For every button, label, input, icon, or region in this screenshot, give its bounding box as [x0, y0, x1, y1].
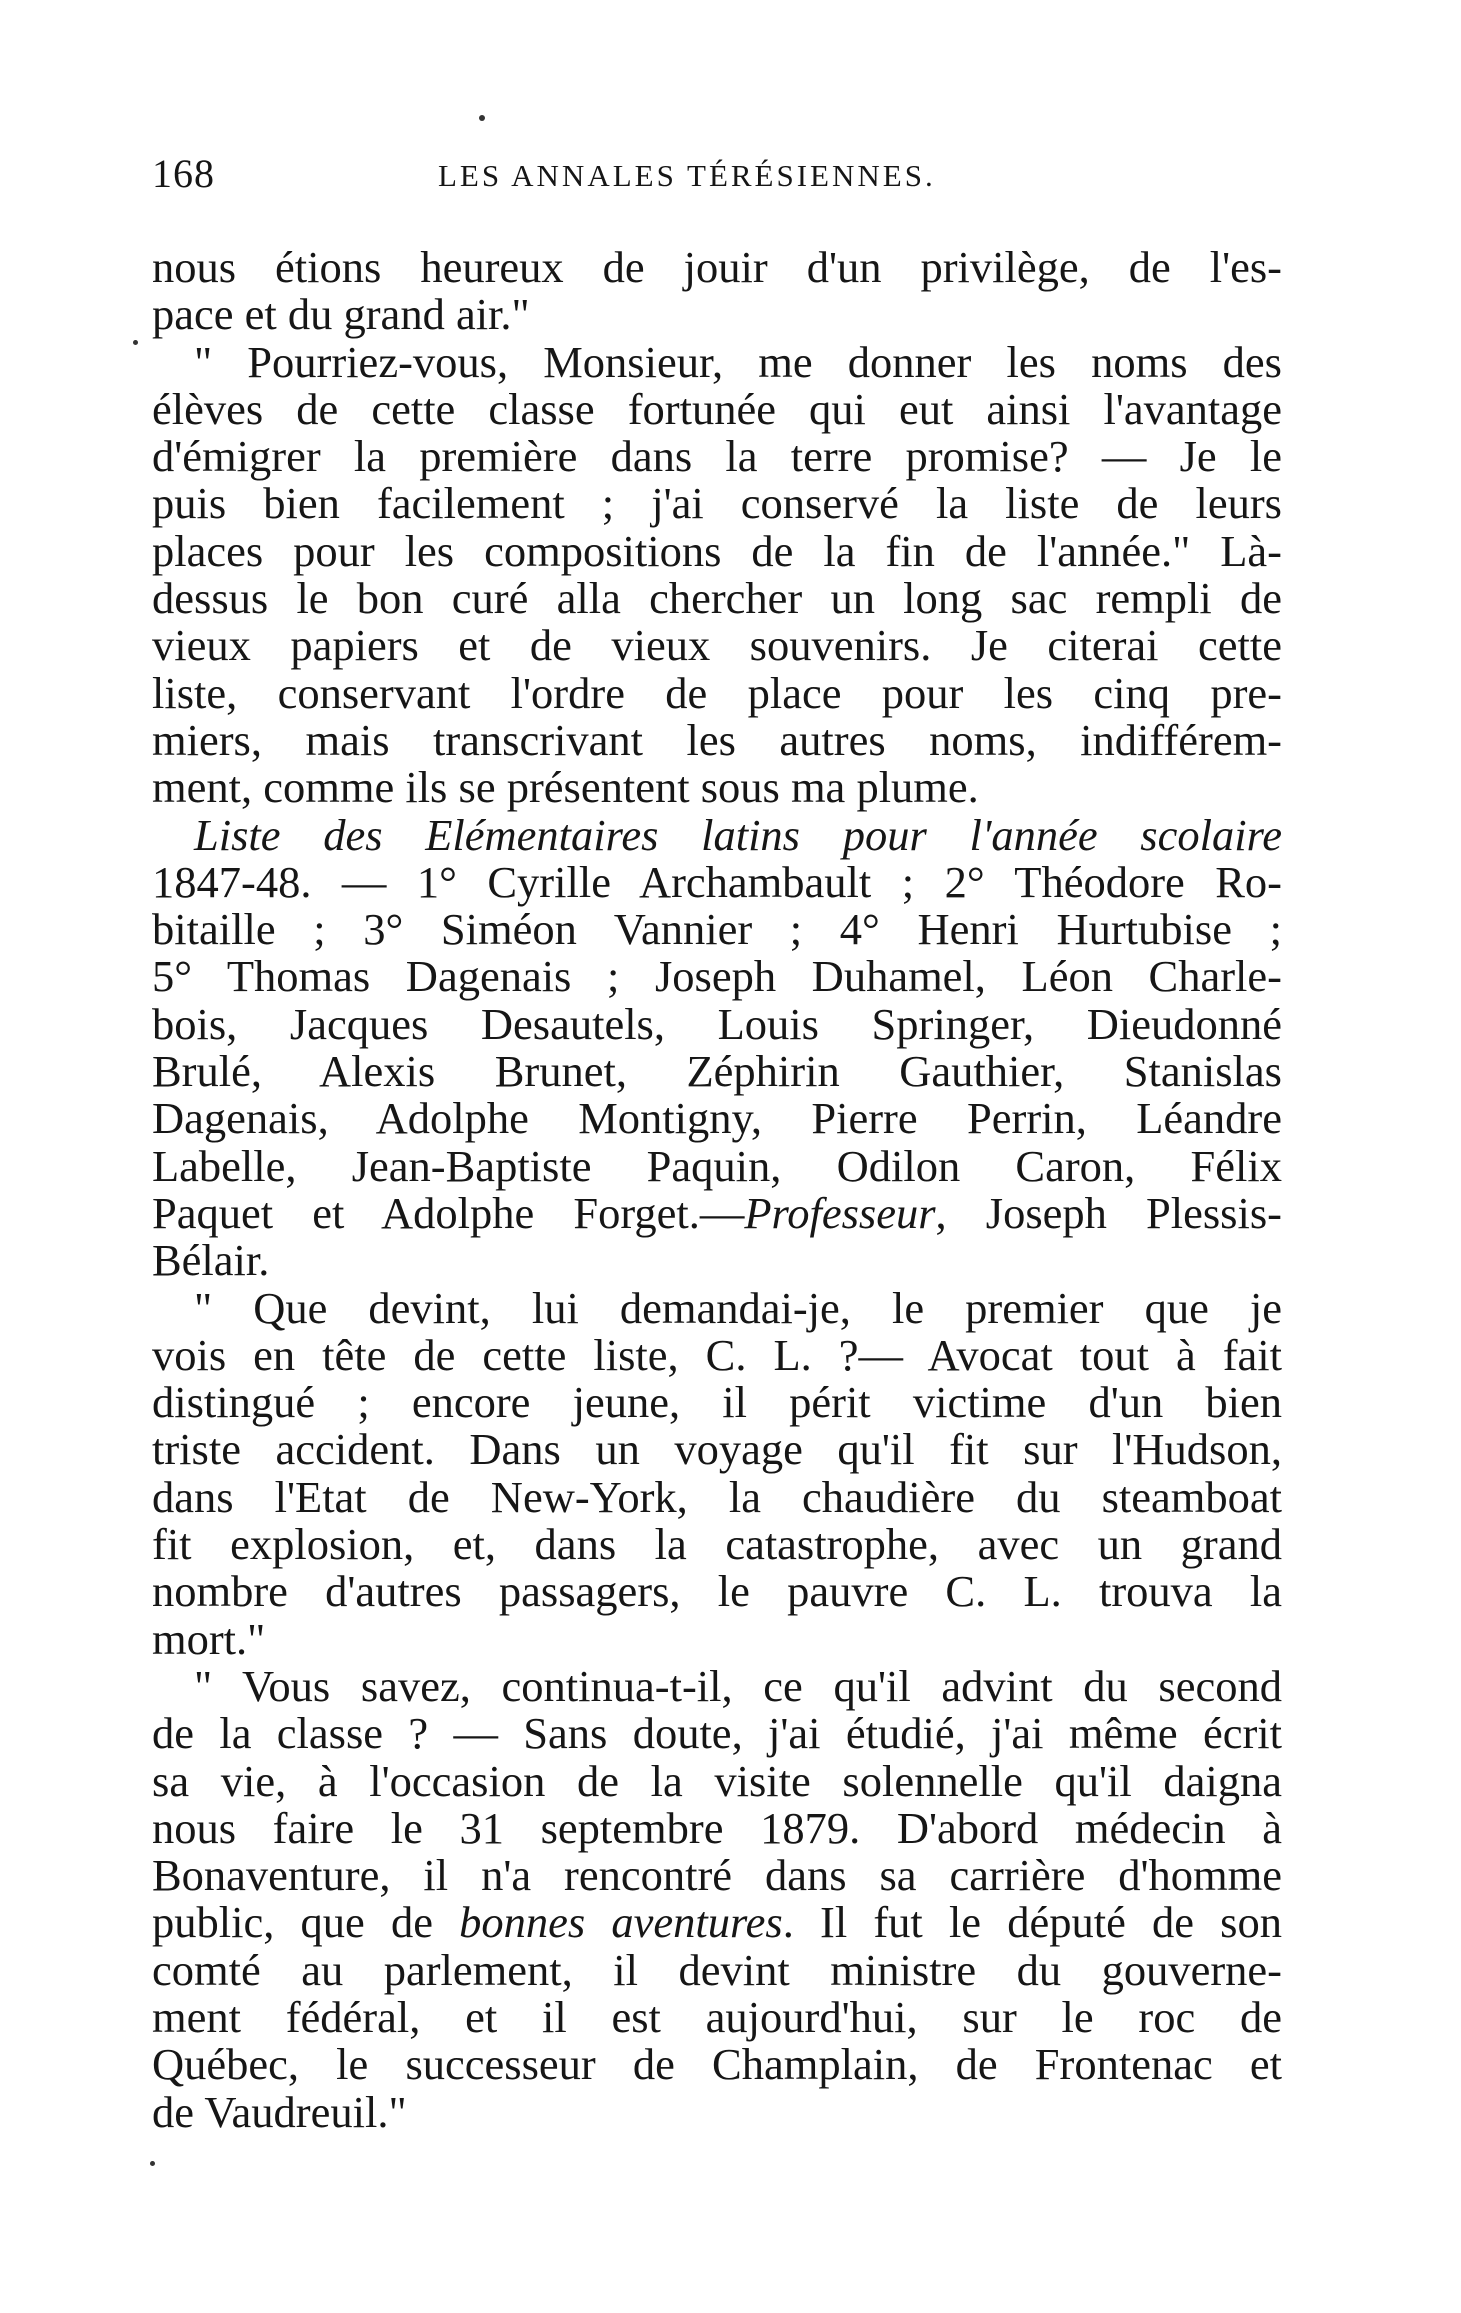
text-line: [152, 1095, 1282, 1142]
text-segment: puis bien facilement ; j'ai conservé la liste de leurs: [152, 478, 1282, 529]
text-line: [152, 1426, 1282, 1473]
text-line: [152, 1899, 1282, 1946]
text-segment: nous étions heureux de jouir d'un privilège, de l'es-: [152, 242, 1282, 292]
text-segment: Bonaventure, il n'a rencontré dans sa carrière d'homme: [152, 1850, 1282, 1901]
body-text: [152, 244, 1282, 2136]
text-line: [152, 433, 1282, 480]
text-segment: distingué ; encore jeune, il périt victime d'un bien: [152, 1377, 1282, 1428]
text-line: [152, 1187, 1283, 1238]
ink-speck: [479, 115, 485, 121]
text-line: [152, 1991, 1282, 2042]
text-line: [152, 2041, 1282, 2088]
text-line: [152, 1282, 1282, 1333]
text-line: [152, 856, 1282, 907]
text-segment: Bélair.: [152, 1235, 270, 1286]
text-line: [152, 1710, 1282, 1757]
text-segment: " Que devint, lui demandai-je, le premier que je: [194, 1282, 1282, 1333]
text-line: [152, 525, 1282, 576]
text-segment: public, que de: [152, 1897, 460, 1948]
text-line: [152, 1048, 1282, 1095]
text-segment: nombre d'autres passagers, le pauvre C. L. trouva la: [152, 1566, 1282, 1617]
text-segment: bitaille ; 3° Siméon Vannier ; 4° Henri Hurtubise ;: [152, 904, 1282, 955]
text-segment: Paquet et Adolphe Forget.—: [152, 1187, 745, 1238]
text-line: [152, 906, 1282, 953]
text-segment: " Vous savez, continua-t-il, ce qu'il advint du second: [194, 1660, 1282, 1711]
text-line: [152, 1237, 1282, 1284]
text-segment: élèves de cette classe fortunée qui eut ainsi l'avantage: [152, 383, 1282, 434]
text-segment: Québec, le successeur de Champlain, de Frontenac et: [152, 2039, 1282, 2090]
text-line: [152, 575, 1282, 622]
text-line: [152, 2086, 1282, 2137]
ink-speck: [150, 2161, 155, 2166]
text-line: [152, 1140, 1282, 1191]
text-segment: nous faire le 31 septembre 1879. D'abord médecin à: [152, 1802, 1282, 1853]
ink-speck: [133, 340, 138, 345]
text-segment: d'émigrer la première dans la terre promise? — Je le: [152, 431, 1282, 482]
text-segment: , Joseph Plessis-: [935, 1187, 1283, 1238]
text-segment: 5° Thomas Dagenais ; Joseph Duhamel, Léon Charle-: [152, 951, 1282, 1002]
text-segment: Dagenais, Adolphe Montigny, Pierre Perrin, Léandre: [152, 1093, 1282, 1144]
text-line: [152, 1568, 1282, 1615]
text-segment: pace et du grand air.": [152, 289, 530, 340]
text-segment: 1847-48. — 1° Cyrille Archambault ; 2° Théodore Ro-: [152, 856, 1282, 907]
text-line: [152, 1521, 1282, 1568]
italic-text: Liste des Elémentaires latins pour l'année scolaire: [194, 809, 1282, 860]
text-line: [152, 622, 1282, 669]
text-line: [152, 1755, 1282, 1806]
text-line: [152, 998, 1282, 1049]
text-segment: bois, Jacques Desautels, Louis Springer, Dieudonné: [152, 998, 1282, 1049]
text-line: [152, 764, 1282, 811]
text-segment: de la classe ? — Sans doute, j'ai étudié, j'ai même écrit: [152, 1708, 1282, 1759]
text-line: [152, 336, 1282, 387]
text-line: [152, 1660, 1282, 1711]
text-line: [152, 291, 1282, 338]
text-line: [152, 1944, 1282, 1995]
text-line: [152, 667, 1282, 718]
text-line: [152, 383, 1282, 434]
text-segment: Brulé, Alexis Brunet, Zéphirin Gauthier, Stanislas: [152, 1046, 1282, 1097]
text-line: [152, 244, 1282, 291]
text-segment: sa vie, à l'occasion de la visite solennelle qu'il daigna: [152, 1755, 1282, 1806]
text-segment: . Il fut le député de son: [782, 1897, 1282, 1948]
text-line: [152, 1852, 1282, 1899]
text-segment: vieux papiers et de vieux souvenirs. Je citerai cette: [152, 620, 1282, 671]
text-segment: dessus le bon curé alla chercher un long sac rempli de: [152, 573, 1282, 624]
text-line: [152, 1379, 1282, 1426]
text-segment: places pour les compositions de la fin de l'année." Là-: [152, 525, 1282, 576]
page-number: 168: [152, 151, 215, 196]
italic-text: bonnes aventures: [459, 1897, 783, 1948]
text-line: [152, 1329, 1282, 1380]
text-segment: miers, mais transcrivant les autres noms, indifférem-: [152, 714, 1282, 765]
text-line: [152, 809, 1282, 860]
text-line: [152, 480, 1282, 527]
text-line: [152, 1802, 1282, 1853]
text-segment: vois en tête de cette liste, C. L. ?— Avocat tout à fait: [152, 1329, 1282, 1380]
text-segment: " Pourriez-vous, Monsieur, me donner les noms des: [194, 336, 1282, 387]
text-segment: Labelle, Jean-Baptiste Paquin, Odilon Caron, Félix: [152, 1140, 1282, 1191]
text-segment: mort.": [152, 1613, 266, 1664]
text-segment: liste, conservant l'ordre de place pour les cinq pre-: [152, 667, 1282, 718]
text-segment: ment, comme ils se présentent sous ma plume.: [152, 762, 979, 813]
text-line: [152, 953, 1282, 1000]
text-segment: dans l'Etat de New-York, la chaudière du steamboat: [152, 1471, 1282, 1522]
italic-text: Professeur: [744, 1187, 936, 1238]
text-segment: comté au parlement, il devint ministre du gouverne-: [152, 1944, 1282, 1995]
text-line: [152, 714, 1282, 765]
running-title: LES ANNALES TÉRÉSIENNES.: [438, 158, 936, 193]
text-line: [152, 1471, 1282, 1522]
text-line: [152, 1613, 1282, 1664]
text-segment: fit explosion, et, dans la catastrophe, avec un grand: [152, 1519, 1282, 1570]
text-segment: triste accident. Dans un voyage qu'il fit sur l'Hudson,: [152, 1424, 1282, 1475]
text-segment: de Vaudreuil.": [152, 2086, 407, 2137]
page-header: [152, 150, 1282, 200]
text-segment: ment fédéral, et il est aujourd'hui, sur le roc de: [152, 1991, 1282, 2042]
